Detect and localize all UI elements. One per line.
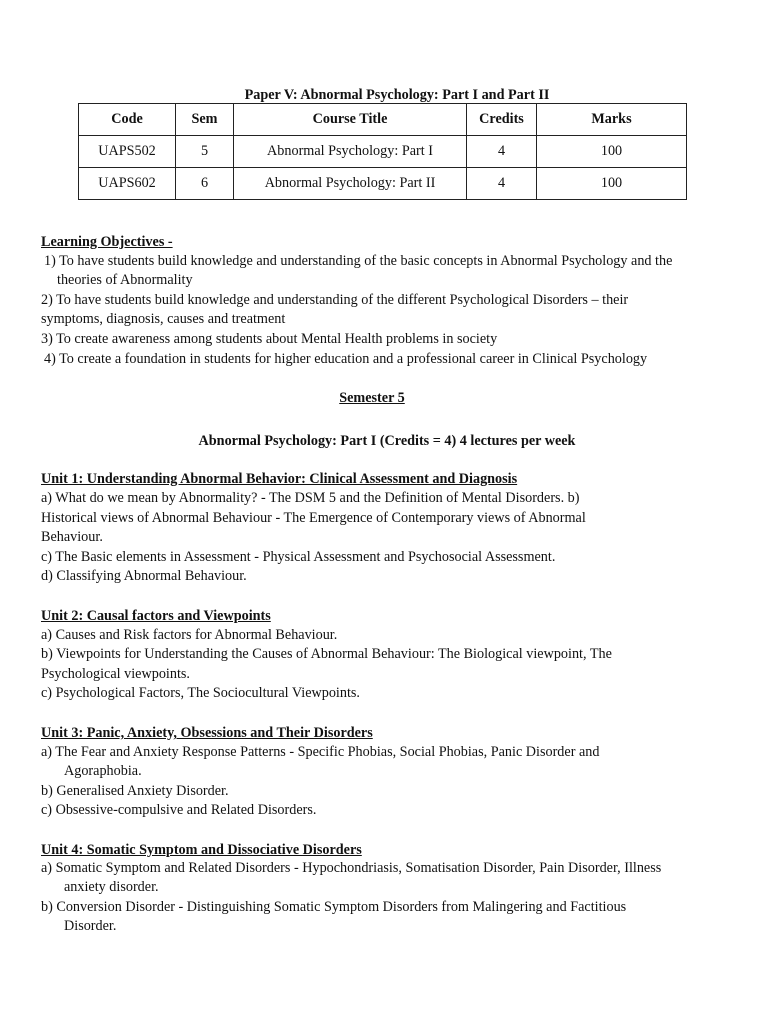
header-credits: Credits <box>467 104 537 136</box>
header-code: Code <box>79 104 176 136</box>
unit-line: Agoraphobia. <box>64 763 142 779</box>
unit-line: Historical views of Abnormal Behaviour - The Emergence of Contemporary views of Abnormal <box>41 510 586 526</box>
unit-line: b) Conversion Disorder - Distinguishing Somatic Symptom Disorders from Malingering and Factitious <box>41 899 627 915</box>
objective-line: 2) To have students build knowledge and understanding of the different Psychological Disorders – their <box>41 292 629 308</box>
objective-line: theories of Abnormality <box>57 272 193 288</box>
table-cell: 5 <box>176 136 234 168</box>
semester-heading: Semester 5 <box>339 390 405 406</box>
table-cell: UAPS602 <box>79 168 176 200</box>
table-row <box>79 168 687 200</box>
objective-line: 1) To have students build knowledge and understanding of the basic concepts in Abnormal Psychology and the <box>44 253 673 269</box>
objective-line: symptoms, diagnosis, causes and treatment <box>41 311 286 327</box>
table-cell: 100 <box>537 136 687 168</box>
unit-line: a) Causes and Risk factors for Abnormal Behaviour. <box>41 627 338 643</box>
unit-line: Disorder. <box>64 918 117 934</box>
unit-1-title: Unit 1: Understanding Abnormal Behavior: Clinical Assessment and Diagnosis <box>41 471 518 487</box>
course-table <box>78 103 687 200</box>
unit-line: anxiety disorder. <box>64 879 159 895</box>
course-heading: Abnormal Psychology: Part I (Credits = 4) 4 lectures per week <box>198 433 576 449</box>
unit-line: b) Generalised Anxiety Disorder. <box>41 783 229 799</box>
unit-line: Psychological viewpoints. <box>41 666 190 682</box>
header-sem: Sem <box>176 104 234 136</box>
table-row <box>79 136 687 168</box>
table-cell: Abnormal Psychology: Part I <box>234 136 467 168</box>
unit-line: a) The Fear and Anxiety Response Patterns - Specific Phobias, Social Phobias, Panic Disorder and <box>41 744 600 760</box>
table-cell: 6 <box>176 168 234 200</box>
unit-line: d) Classifying Abnormal Behaviour. <box>41 568 247 584</box>
table-cell: Abnormal Psychology: Part II <box>234 168 467 200</box>
table-cell: 4 <box>467 168 537 200</box>
table-header-row <box>79 104 687 136</box>
objective-line: 4) To create a foundation in students for higher education and a professional career in Clinical Psychology <box>44 351 648 367</box>
unit-line: a) What do we mean by Abnormality? - The DSM 5 and the Definition of Mental Disorders. b) <box>41 490 580 506</box>
unit-line: Behaviour. <box>41 529 103 545</box>
unit-3-title: Unit 3: Panic, Anxiety, Obsessions and Their Disorders <box>41 725 373 741</box>
unit-line: a) Somatic Symptom and Related Disorders - Hypochondriasis, Somatisation Disorder, Pain Disorder, Illness <box>41 860 662 876</box>
unit-2-title: Unit 2: Causal factors and Viewpoints <box>41 608 271 624</box>
unit-line: c) Psychological Factors, The Sociocultural Viewpoints. <box>41 685 360 701</box>
paper-title: Paper V: Abnormal Psychology: Part I and Part II <box>244 87 550 103</box>
unit-4-title: Unit 4: Somatic Symptom and Dissociative Disorders <box>41 842 362 858</box>
unit-line: b) Viewpoints for Understanding the Causes of Abnormal Behaviour: The Biological viewpoint, The <box>41 646 612 662</box>
table-cell: UAPS502 <box>79 136 176 168</box>
unit-line: c) The Basic elements in Assessment - Physical Assessment and Psychosocial Assessment. <box>41 549 556 565</box>
header-course-title: Course Title <box>234 104 467 136</box>
objectives-heading: Learning Objectives - <box>41 234 173 250</box>
objective-line: 3) To create awareness among students about Mental Health problems in society <box>41 331 498 347</box>
unit-line: c) Obsessive-compulsive and Related Disorders. <box>41 802 317 818</box>
table-cell: 4 <box>467 136 537 168</box>
table-cell: 100 <box>537 168 687 200</box>
header-marks: Marks <box>537 104 687 136</box>
